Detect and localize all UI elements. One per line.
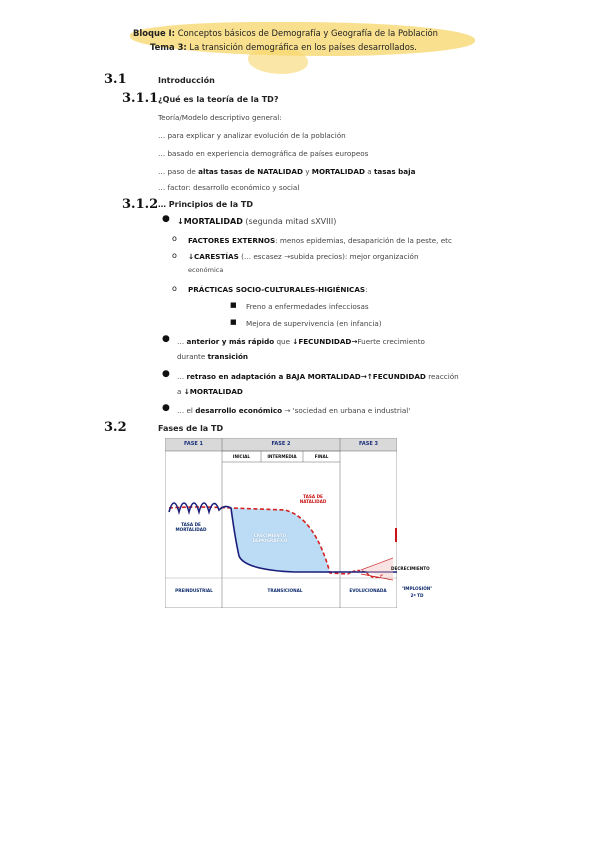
inicial-label: INICIAL (232, 454, 251, 459)
item-mejora: Mejora de supervivencia (en infancia) (246, 319, 382, 328)
bullet-retraso: … retraso en adaptación a BAJA MORTALIDAD→↑FECUNDIDAD reacción (177, 372, 459, 381)
evolucionada-label: EVOLUCIONADA (349, 588, 387, 593)
section-3-1-2-number: 3.1.2 (122, 197, 159, 212)
square-bullet: ■ (230, 301, 237, 309)
bullet-anterior-cont: durante transición (177, 352, 249, 361)
preindustrial-label: PREINDUSTRIAL (175, 588, 213, 593)
line-explicar: … para explicar y analizar evolución de la población (158, 131, 346, 140)
bullet-retraso-cont: a ↓MORTALIDAD (177, 387, 243, 396)
section-3-1-title: Introducción (158, 76, 215, 85)
section-3-1-number: 3.1 (104, 72, 127, 87)
section-3-1-1-title: ¿Qué es la teoría de la TD? (158, 95, 279, 104)
header-line-1: Bloque I: Conceptos básicos de Demografía y Geografía de la Población (133, 28, 438, 38)
implosion-label: "IMPLOSIÓN" (401, 586, 433, 591)
header-line-2: Tema 3: La transición demográfica en los países desarrollados. (150, 42, 417, 52)
fase-3-label: FASE 3 (359, 441, 378, 447)
line-basado: … basado en experiencia demográfica de países europeos (158, 149, 369, 158)
fase-2-label: FASE 2 (271, 441, 291, 447)
fase-1-label: FASE 1 (184, 441, 203, 447)
crecimiento-label: CRECIMIENTO DEMOGRÁFICO (252, 533, 288, 543)
line-paso: … paso de altas tasas de NATALIDAD y MORTALIDAD a tasas baja (158, 167, 416, 176)
bullet-dot: ● (162, 403, 170, 413)
intermedia-label: INTERMEDIA (267, 454, 297, 459)
sub-carestias: ↓CARESTÍAS (… escasez →subida precios): mejor organización (188, 252, 419, 261)
section-3-2-number: 3.2 (104, 420, 127, 435)
item-freno: Freno a enfermedades infecciosas (246, 302, 369, 311)
sub-bullet-circle: o (172, 284, 177, 293)
sub-bullet-circle: o (172, 234, 177, 243)
section-3-1-1-number: 3.1.1 (122, 91, 159, 106)
fase3-red-box (395, 528, 397, 542)
tasa-mortalidad-label: TASA DE MORTALIDAD (175, 522, 207, 532)
section-3-2-title: Fases de la TD (158, 424, 224, 433)
transition-diagram (165, 438, 433, 608)
tasa-natalidad-label: TASA DE NATALIDAD (299, 494, 327, 504)
bullet-dot: ● (162, 334, 170, 344)
bullet-mortalidad: ↓MORTALIDAD (segunda mitad sXVIII) (177, 217, 337, 226)
segunda-td-label: 2ª TD (410, 593, 424, 598)
line-factor: … factor: desarrollo económico y social (158, 183, 300, 192)
bullet-dot: ● (162, 369, 170, 379)
sub-factores-externos: FACTORES EXTERNOS: menos epidemias, desaparición de la peste, etc (188, 236, 452, 245)
sub-practicas: PRÁCTICAS SOCIO-CULTURALES-HIGIÉNICAS: (188, 285, 368, 294)
final-label: FINAL (314, 454, 329, 459)
line-teoria: Teoría/Modelo descriptivo general: (158, 113, 282, 122)
bullet-dot: ● (162, 214, 170, 224)
bullet-desarrollo: … el desarrollo económico → 'sociedad en urbana e industrial' (177, 406, 411, 415)
sub-bullet-circle: o (172, 251, 177, 260)
section-3-1-2-title: … Principios de la TD (158, 200, 253, 209)
square-bullet: ■ (230, 318, 237, 326)
sub-carestias-cont: económica (188, 266, 224, 274)
transicional-label: TRANSICIONAL (267, 588, 303, 593)
bullet-anterior: … anterior y más rápido que ↓FECUNDIDAD→Fuerte crecimiento (177, 337, 425, 346)
decrecimiento-label: DECRECIMIENTO (391, 566, 430, 571)
